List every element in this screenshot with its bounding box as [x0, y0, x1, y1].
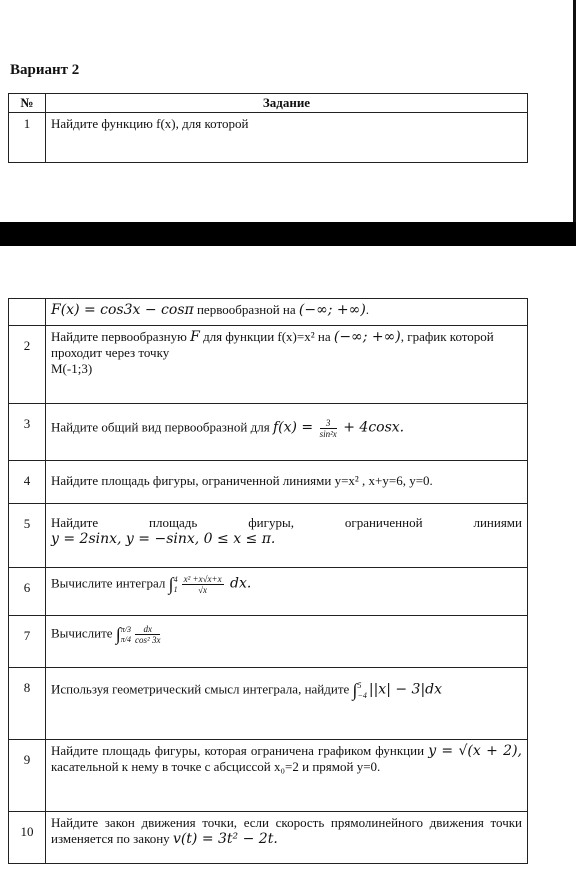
col-num-header: № [9, 94, 46, 113]
variant-title: Вариант 2 [10, 62, 80, 78]
fraction: $\frac{3}{\text{sin²x}}$ [319, 418, 337, 439]
table-row [9, 404, 528, 461]
task-table-header [8, 93, 528, 163]
task-table [8, 298, 528, 864]
table-row [9, 299, 528, 326]
integral-sign: ∫ [115, 624, 121, 644]
task-cell: Вычислите ∫π/3 π/4 $\frac{dx}{\text{cos² 3x}}$ [46, 616, 528, 668]
task-num: 1 [9, 113, 46, 163]
task-cell: Найдите закон движения точки, если скорость прямолинейного движения точки изменяется по закону v(t) = 3t² − 2t. [46, 812, 528, 864]
task-num: 2 [9, 326, 46, 404]
table-row [9, 668, 528, 740]
task-num: 8 [9, 668, 46, 740]
integral-sign: ∫ [352, 680, 358, 700]
page-break-band [0, 222, 576, 246]
task-cell: F(x) = cos3x − cosπ первообразной на (−∞; +∞). [46, 299, 528, 326]
task-cell: Используя геометрический смысл интеграла, найдите ∫5 −4 ||x| − 3|dx [46, 668, 528, 740]
task-cell: Найдите общий вид первообразной для f(x) = $\frac{3}{\text{sin²x}}$ + 4cosx. [46, 404, 528, 461]
task-num: 5 [9, 504, 46, 568]
table-row [9, 504, 528, 568]
table-row [9, 461, 528, 504]
task-num: 4 [9, 461, 46, 504]
task-cell: Найдите первообразную F для функции f(x)=x² на (−∞; +∞), график которой проходит через точку M(-1;3) [46, 326, 528, 404]
task-cell: Найдите площадь фигуры, которая ограничена графиком функции y = √(x + 2), касательной к нему в точке с абсциссой x₀=2 и прямой y=0. [46, 740, 528, 812]
table-row [9, 568, 528, 616]
table-row [9, 812, 528, 864]
col-task-header: Задание [46, 94, 528, 113]
fraction: $\frac{\text{x² +x√x+x}}{√x}$ [183, 574, 222, 595]
task-num: 9 [9, 740, 46, 812]
table-row [9, 616, 528, 668]
task-text: Найдите функцию f(x), для которой [46, 113, 528, 163]
task-num: 6 [9, 568, 46, 616]
task-cell: Найдите площадь фигуры, ограниченной линиями y = 2sinx, y = −sinx, 0 ≤ x ≤ π. [46, 504, 528, 568]
page-gap [0, 246, 576, 298]
task-cell: Вычислите интеграл ∫4 1 $\frac{\text{x² +x√x+x}}{√x}$ dx. [46, 568, 528, 616]
task-num: 3 [9, 404, 46, 461]
fraction: $\frac{dx}{\text{cos² 3x}}$ [135, 624, 161, 645]
formula: F(x) = cos3x − cosπ [51, 302, 194, 318]
task-num: 7 [9, 616, 46, 668]
task-cell: Найдите площадь фигуры, ограниченной линиями y=x² , x+y=6, y=0. [46, 461, 528, 504]
task-num: 10 [9, 812, 46, 864]
table-row [9, 326, 528, 404]
integral-sign: ∫ [168, 574, 174, 594]
table-row [9, 740, 528, 812]
